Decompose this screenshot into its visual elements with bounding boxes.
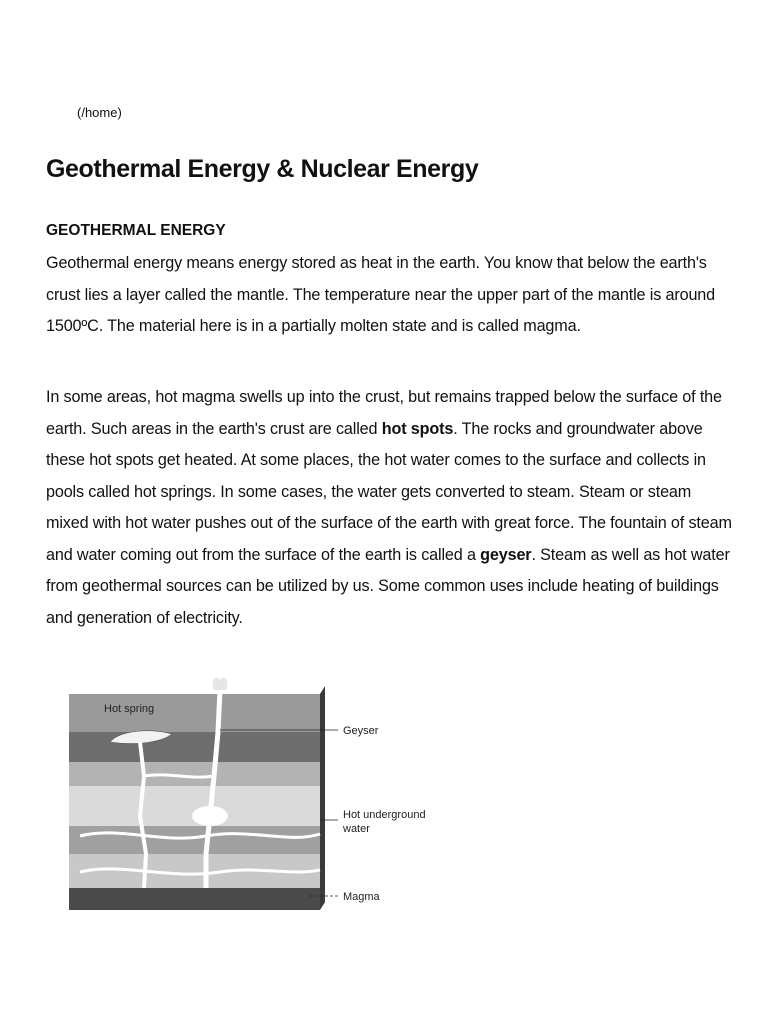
- label-magma: Magma: [343, 891, 380, 903]
- rock-layer-2: [69, 762, 320, 786]
- paragraph-text: . Steam as well as hot water from geothermal sources can be utilized by us. Some common uses include heating of buildings and generation of electricity.: [46, 545, 730, 627]
- geyser-plume: [213, 678, 228, 690]
- label-hot-spring: Hot spring: [104, 703, 155, 715]
- geothermal-diagram: [60, 676, 460, 916]
- label-hot-water-2: water: [343, 823, 370, 835]
- home-link[interactable]: (/home): [77, 105, 122, 120]
- paragraph-text: . The rocks and groundwater above these hot spots get heated. At some places, the hot water comes to the surface and collects in pools called hot springs. In some cases, the water gets converted to steam. Steam or steam mixed with hot water pushes out of the surface of the earth with great force. The fountain of steam and water coming out from the surface of the earth is called a: [46, 419, 732, 564]
- geothermal-diagram-svg: [60, 676, 460, 916]
- block-side-face: [320, 686, 325, 910]
- magma-layer: [69, 888, 320, 910]
- label-geyser: Geyser: [343, 725, 379, 737]
- page-title: Geothermal Energy & Nuclear Energy: [46, 155, 479, 183]
- paragraph-hot-spots: [46, 382, 736, 634]
- label-hot-water-1: Hot underground: [343, 809, 426, 821]
- paragraph-text: In some areas, hot magma swells up into the crust, but remains trapped below the surface of the earth. Such areas in the earth's crust are called: [46, 388, 722, 438]
- rock-layer-1: [69, 732, 320, 762]
- term-geyser: geyser: [480, 545, 532, 564]
- term-hot-spots: hot spots: [381, 419, 454, 438]
- rock-layer-4: [69, 826, 320, 854]
- paragraph-geothermal-intro: Geothermal energy means energy stored as heat in the earth. You know that below the earth's crust lies a layer called the mantle. The temperature near the upper part of the mantle is around 1500ºC. The material here is in a partially molten state and is called magma.: [46, 254, 716, 335]
- section-heading: GEOTHERMAL ENERGY: [46, 222, 226, 239]
- hot-water-reservoir: [192, 806, 228, 826]
